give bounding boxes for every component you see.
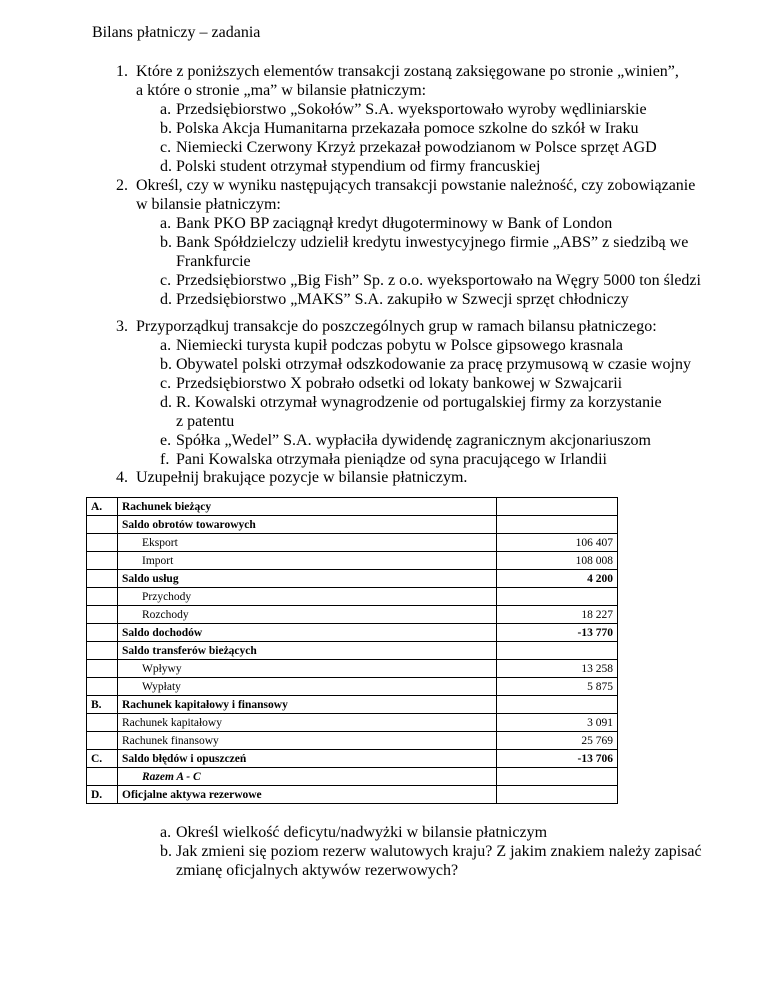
row-value: 13 258 — [497, 660, 618, 678]
question-number: 4. — [116, 469, 128, 486]
question-number: 2. — [116, 177, 128, 194]
list-item: e. Spółka „Wedel” S.A. wypłaciła dywidendę zagranicznym akcjonariuszom — [160, 432, 651, 449]
question-text: Przyporządkuj transakcje do poszczególnych grup w ramach bilansu płatniczego: — [136, 318, 657, 335]
section-letter: A. — [87, 498, 118, 516]
table-row — [87, 624, 618, 642]
table-row — [87, 570, 618, 588]
row-label: Saldo transferów bieżących — [118, 642, 497, 660]
list-item: b. Polska Akcja Humanitarna przekazała pomoce szkolne do szkół w Iraku — [160, 120, 639, 137]
list-item: a. Określ wielkość deficytu/nadwyżki w bilansie płatniczym — [160, 824, 548, 841]
row-label: Rachunek finansowy — [118, 732, 497, 750]
row-value — [497, 642, 618, 660]
row-label: Przychody — [118, 588, 497, 606]
row-label: Saldo usług — [118, 570, 497, 588]
table-row — [87, 552, 618, 570]
list-item: d. R. Kowalski otrzymał wynagrodzenie od portugalskiej firmy za korzystanie z patentu — [160, 394, 662, 430]
section-letter: D. — [87, 786, 118, 804]
list-item: d. Polski student otrzymał stypendium od firmy francuskiej — [160, 158, 541, 175]
row-label: Saldo obrotów towarowych — [118, 516, 497, 534]
section-letter: B. — [87, 696, 118, 714]
row-value: 108 008 — [497, 552, 618, 570]
question-3 — [116, 317, 691, 469]
question-text: Uzupełnij brakujące pozycje w bilansie płatniczym. — [136, 469, 468, 486]
row-value: 4 200 — [497, 570, 618, 588]
table-row — [87, 732, 618, 750]
table-row — [87, 588, 618, 606]
table-row — [87, 678, 618, 696]
row-value: 3 091 — [497, 714, 618, 732]
question-1 — [116, 62, 679, 176]
table-row — [87, 498, 618, 516]
question-text: Które z poniższych elementów transakcji zostaną zaksięgowane po stronie „winien”, — [136, 63, 679, 80]
row-value — [497, 516, 618, 534]
table-row — [87, 516, 618, 534]
table-row — [87, 534, 618, 552]
row-label: Import — [118, 552, 497, 570]
row-value — [497, 786, 618, 804]
row-label: Wpływy — [118, 660, 497, 678]
list-item: c. Przedsiębiorstwo X pobrało odsetki od lokaty bankowej w Szwajcarii — [160, 375, 623, 392]
table-row — [87, 786, 618, 804]
question-text-cont: w bilansie płatniczym: — [136, 196, 281, 213]
row-value: 106 407 — [497, 534, 618, 552]
balance-table — [86, 497, 618, 804]
table-row — [87, 696, 618, 714]
row-value — [497, 498, 618, 516]
row-value — [497, 696, 618, 714]
row-label: Saldo dochodów — [118, 624, 497, 642]
row-value: 5 875 — [497, 678, 618, 696]
row-value — [497, 588, 618, 606]
question-number: 3. — [116, 318, 128, 335]
section-letter: C. — [87, 750, 118, 768]
table-row — [87, 768, 618, 786]
row-label: Razem A - C — [118, 768, 497, 786]
row-label: Rachunek kapitałowy i finansowy — [118, 696, 497, 714]
row-label: Rachunek bieżący — [118, 498, 497, 516]
row-value: 25 769 — [497, 732, 618, 750]
row-label: Oficjalne aktywa rezerwowe — [118, 786, 497, 804]
table-row — [87, 660, 618, 678]
document-title: Bilans płatniczy – zadania — [92, 24, 261, 41]
list-item: f. Pani Kowalska otrzymała pieniądze od syna pracującego w Irlandii — [160, 451, 607, 468]
list-item: a. Bank PKO BP zaciągnął kredyt długoterminowy w Bank of London — [160, 215, 613, 232]
row-label: Rachunek kapitałowy — [118, 714, 497, 732]
list-item: a. Niemiecki turysta kupił podczas pobytu w Polsce gipsowego krasnala — [160, 337, 624, 354]
row-label: Wypłaty — [118, 678, 497, 696]
list-item: b. Jak zmieni się poziom rezerw walutowych kraju? Z jakim znakiem należy zapisać zmianę oficjalnych aktywów rezerwowych? — [160, 843, 702, 879]
table-row — [87, 642, 618, 660]
list-item: b. Bank Spółdzielczy udzielił kredytu inwestycyjnego firmie „ABS” z siedzibą we Frankfurcie — [160, 234, 689, 270]
table-row — [87, 606, 618, 624]
question-text-cont: a które o stronie „ma” w bilansie płatniczym: — [136, 82, 427, 99]
question-text: Określ, czy w wyniku następujących transakcji powstanie należność, czy zobowiązanie — [136, 177, 696, 194]
row-label: Rozchody — [118, 606, 497, 624]
table-row — [87, 750, 618, 768]
list-item: c. Przedsiębiorstwo „Big Fish” Sp. z o.o. wyeksportowało na Węgry 5000 ton śledzi — [160, 272, 701, 289]
row-label: Saldo błędów i opuszczeń — [118, 750, 497, 768]
question-4 — [116, 468, 467, 487]
row-label: Eksport — [118, 534, 497, 552]
final-questions — [116, 823, 702, 880]
list-item: b. Obywatel polski otrzymał odszkodowanie za pracę przymusową w czasie wojny — [160, 356, 691, 373]
list-item: d. Przedsiębiorstwo „MAKS” S.A. zakupiło w Szwecji sprzęt chłodniczy — [160, 291, 629, 308]
row-value: 18 227 — [497, 606, 618, 624]
question-number: 1. — [116, 63, 128, 80]
question-2 — [116, 176, 701, 309]
list-item: c. Niemiecki Czerwony Krzyż przekazał powodzianom w Polsce sprzęt AGD — [160, 139, 657, 156]
row-value: -13 770 — [497, 624, 618, 642]
table-row — [87, 714, 618, 732]
row-value — [497, 768, 618, 786]
list-item: a. Przedsiębiorstwo „Sokołów” S.A. wyeksportowało wyroby wędliniarskie — [160, 101, 647, 118]
row-value: -13 706 — [497, 750, 618, 768]
